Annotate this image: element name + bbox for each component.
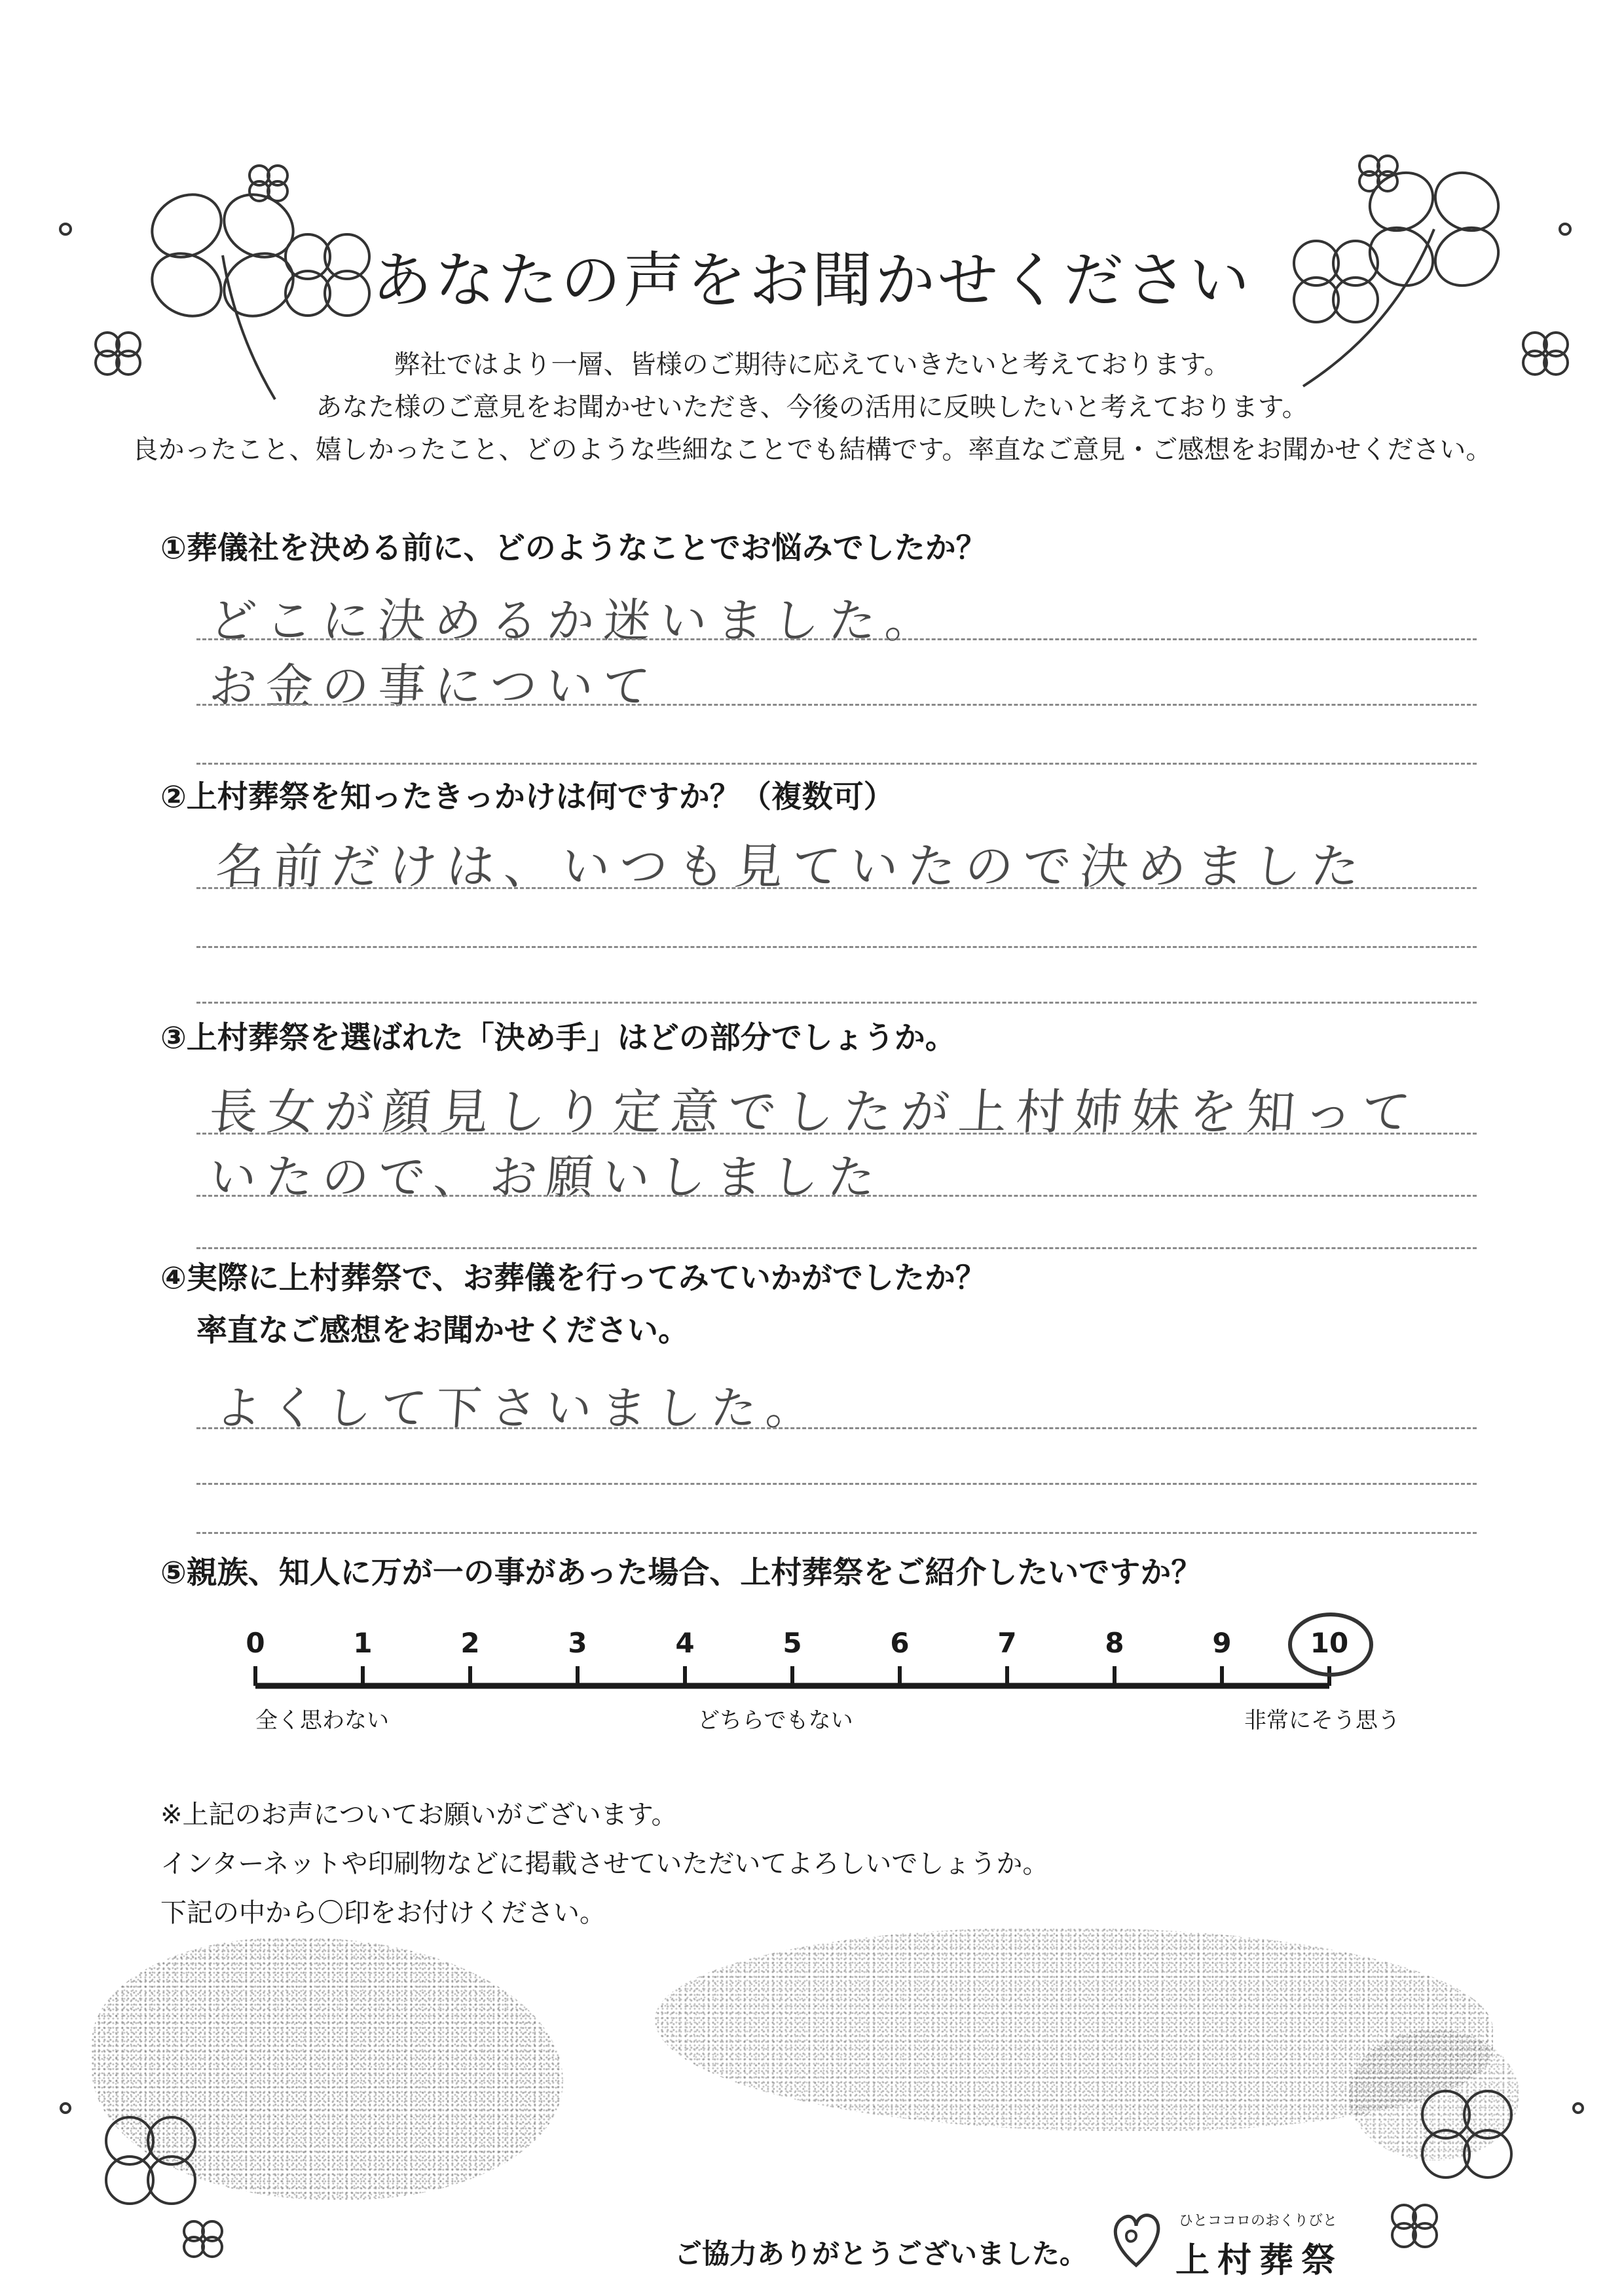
question-1-answer-line: お金の事について [207, 659, 661, 714]
scale-label-high: 非常にそう思う [1244, 1707, 1400, 1734]
scale-label-mid: どちらでもない [697, 1707, 853, 1734]
scale-tick-label: 5 [783, 1627, 802, 1659]
answer-rule [196, 638, 1477, 640]
clover-decoration-bottom-left [52, 2075, 288, 2272]
question-2-label: ②上村葬祭を知ったきっかけは何ですか？（複数可） [160, 779, 895, 815]
clover-decoration-bottom-right [1362, 2056, 1598, 2265]
answer-rule [196, 704, 1477, 706]
scale-tick-label: 10 [1310, 1627, 1349, 1659]
question-5-label: ⑤親族、知人に万が一の事があった場合、上村葬祭をご紹介したいですか？ [160, 1555, 1202, 1591]
scale-tick-label: 2 [460, 1627, 480, 1659]
clover-icon [106, 2117, 195, 2204]
answer-rule [196, 1483, 1477, 1485]
scale-tick-label: 4 [675, 1627, 695, 1659]
scale-tick-label: 7 [997, 1627, 1017, 1659]
clover-icon [1359, 156, 1397, 191]
scale-tick-label: 3 [568, 1627, 587, 1659]
scale-tick-label: 0 [246, 1627, 265, 1659]
clover-icon [1422, 2091, 1511, 2178]
consent-note-line: 下記の中から〇印をお付けください。 [160, 1898, 606, 1928]
answer-rule [196, 1002, 1477, 1004]
answer-rule [196, 1195, 1477, 1197]
answer-rule [196, 946, 1477, 948]
scale-label-low: 全く思わない [255, 1707, 389, 1734]
selected-rating-circle [1290, 1614, 1371, 1675]
question-3-answer-line: いたので、お願いしました [207, 1150, 887, 1205]
clover-icon [1392, 2205, 1437, 2247]
scale-tick-label: 9 [1212, 1627, 1232, 1659]
answer-rule [196, 763, 1477, 765]
question-3-answer-line: 長女が顔見しり定意でしたが上村姉妹を知って [207, 1084, 1422, 1140]
heart-logo-icon [1107, 2206, 1166, 2272]
answer-rule [196, 1247, 1477, 1249]
question-3-label: ③上村葬祭を選ばれた「決め手」はどの部分でしょうか。 [160, 1020, 956, 1056]
question-4-label-line2: 率直なご感想をお聞かせください。 [196, 1313, 689, 1349]
answer-rule [196, 1532, 1477, 1534]
intro-line: 弊社ではより一層、皆様のご期待に応えていきたいと考えております。 [394, 350, 1230, 380]
consent-note-line: インターネットや印刷物などに掲載させていただいてよろしいでしょうか。 [160, 1849, 1049, 1879]
question-1-answer-line: どこに決めるか迷いました。 [207, 593, 944, 648]
consent-note-line: ※上記のお声についてお願いがございます。 [160, 1800, 678, 1830]
thanks-message: ご協力ありがとうございました。 [674, 2238, 1088, 2270]
question-1-label: ①葬儀社を決める前に、どのようなことでお悩みでしたか？ [160, 530, 987, 566]
logo-tagline: ひとココロのおくりびと [1179, 2213, 1338, 2229]
clover-icon [184, 2221, 222, 2257]
answer-rule [196, 887, 1477, 889]
question-2-answer-line: 名前だけは、いつも見ていたので決めました [213, 839, 1371, 895]
scale-tick-label: 8 [1105, 1627, 1124, 1659]
answer-rule [196, 1133, 1477, 1135]
question-4-label: ④実際に上村葬祭で、お葬儀を行ってみていかがでしたか？ [160, 1260, 986, 1296]
scale-tick-label: 1 [353, 1627, 373, 1659]
intro-line: あなた様のご意見をお聞かせいただき、今後の活用に反映したいと考えております。 [316, 392, 1308, 422]
answer-rule [196, 1427, 1477, 1429]
question-4-answer-line: よくして下さいました。 [213, 1381, 823, 1435]
logo-name: 上村葬祭 [1175, 2241, 1344, 2280]
scale-tick-label: 6 [890, 1627, 910, 1659]
page-title: あなたの声をお聞かせください [371, 246, 1252, 316]
intro-line: 良かったこと、嬉しかったこと、どのような些細なことでも結構です。率直なご意見・ご感想をお聞かせください。 [132, 435, 1492, 465]
